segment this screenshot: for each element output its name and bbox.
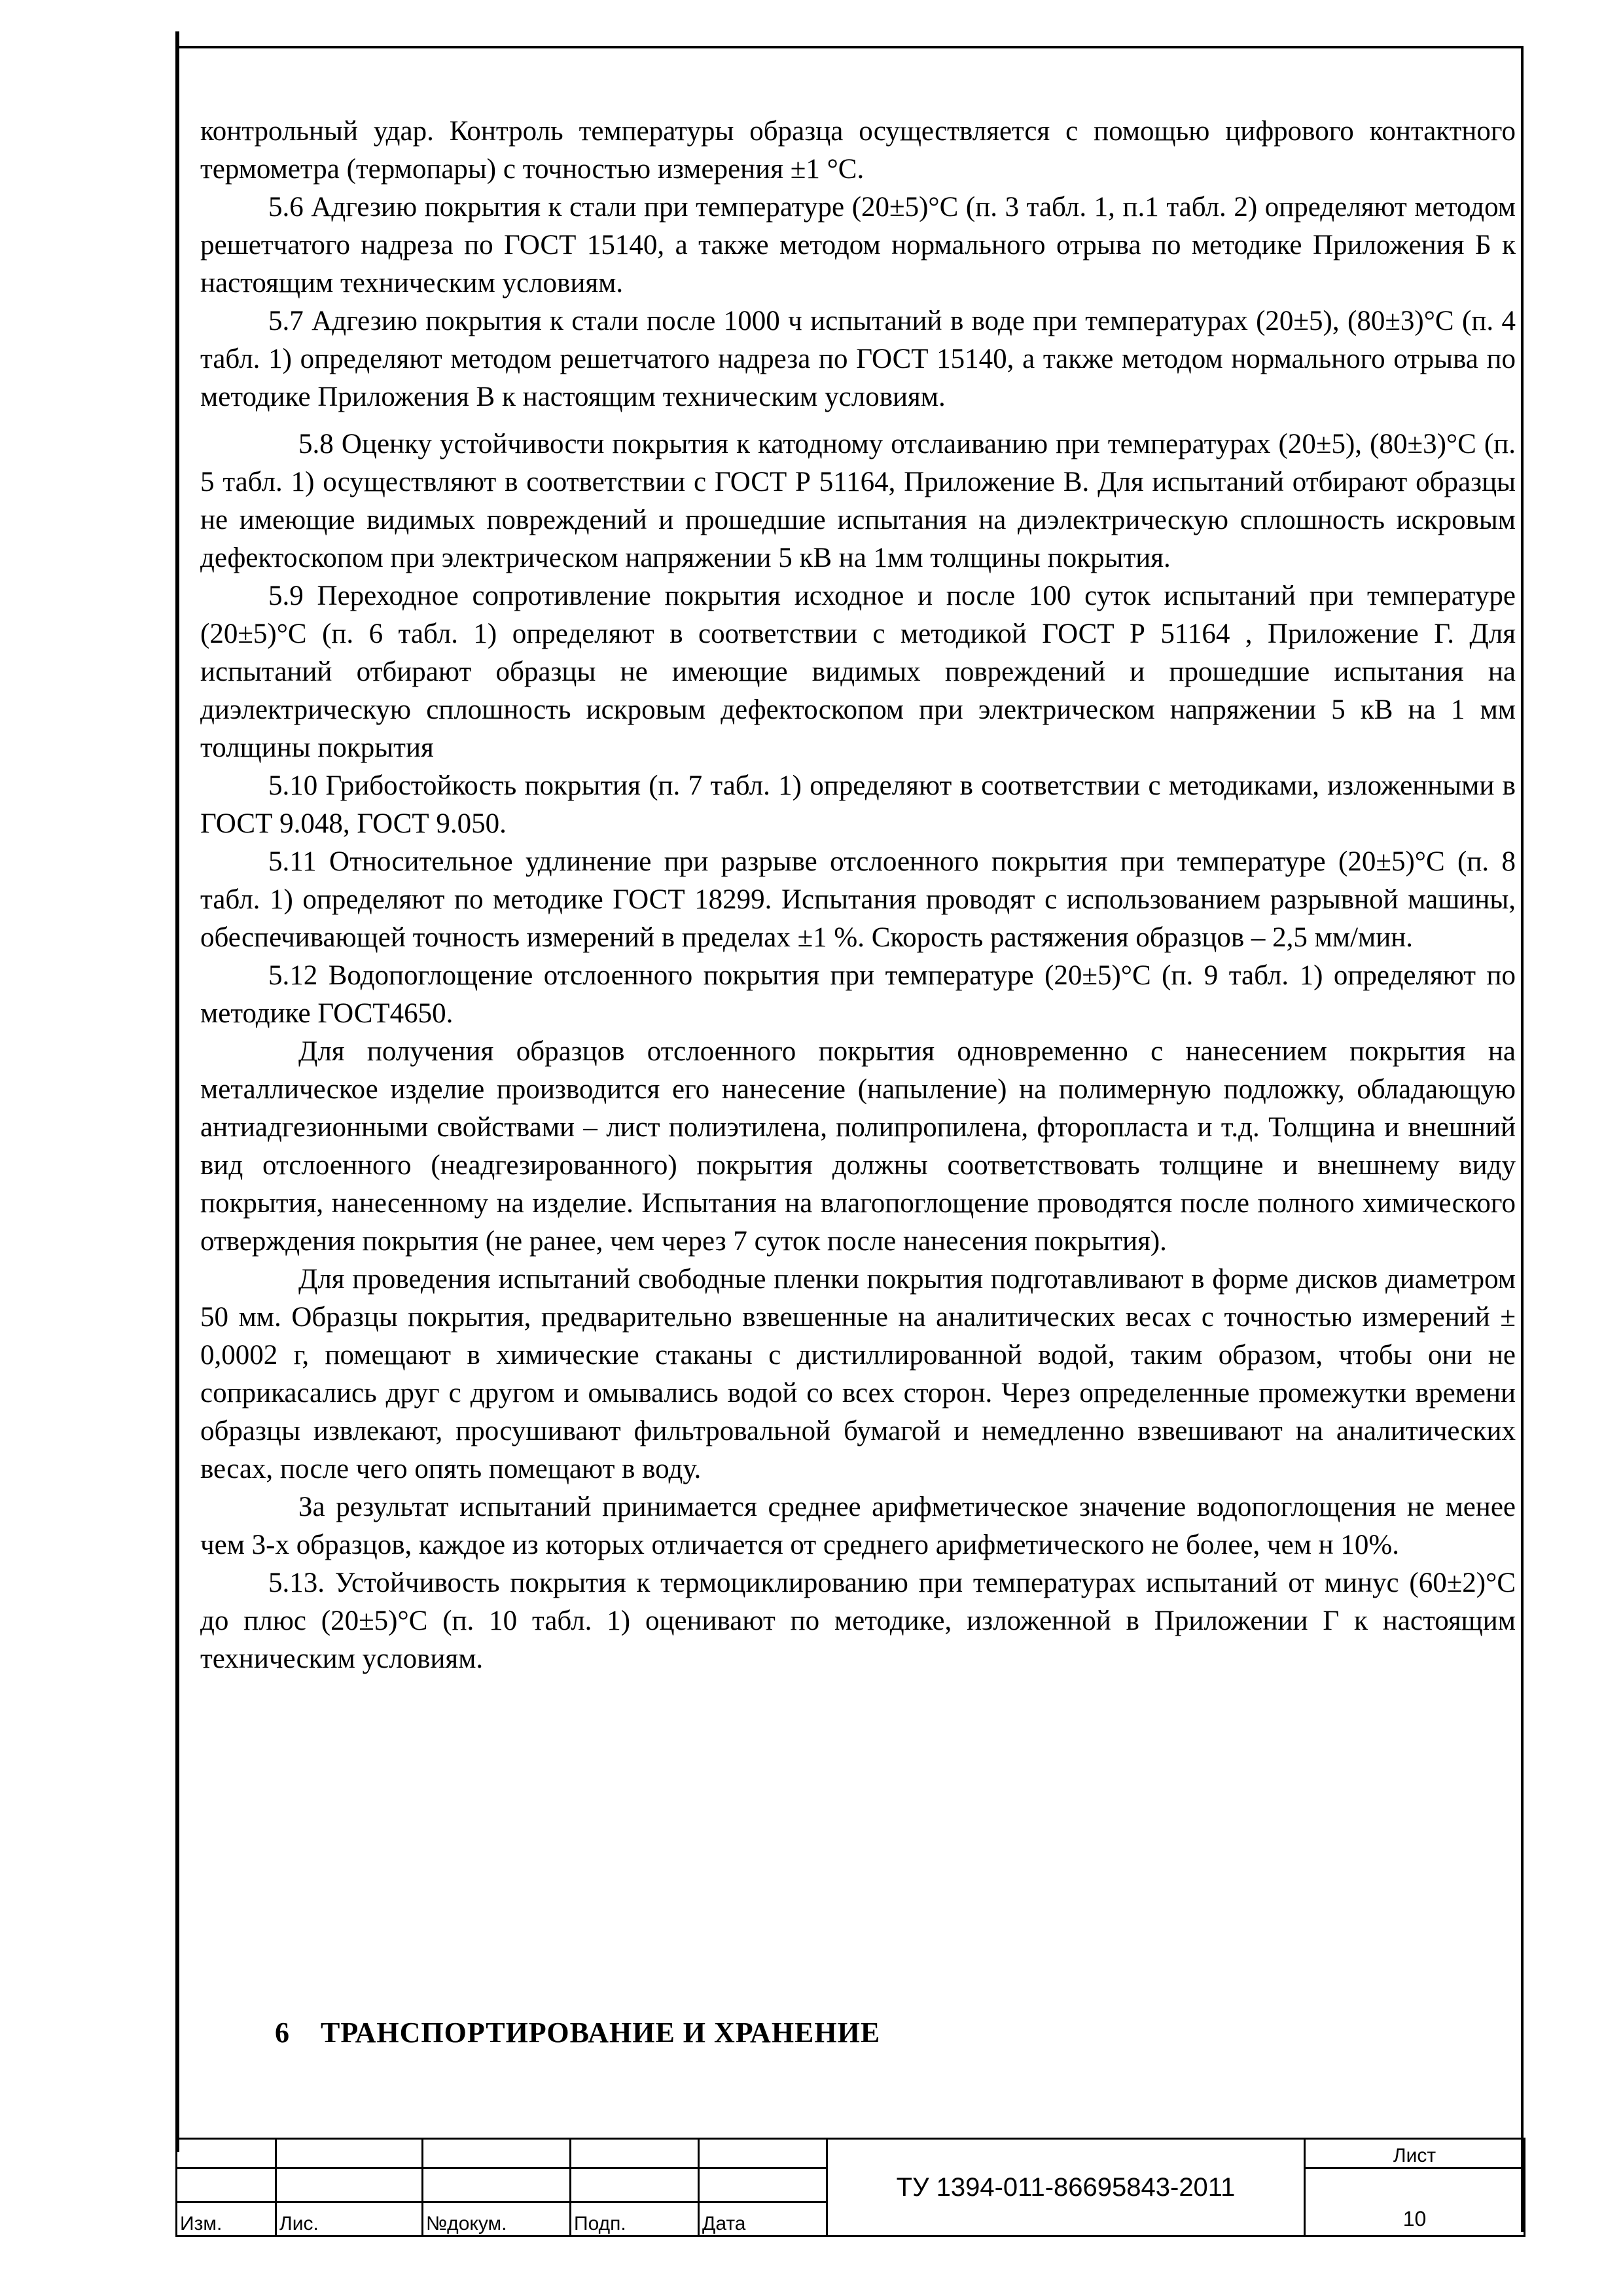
section-title-text: ТРАНСПОРТИРОВАНИЕ И ХРАНЕНИЕ <box>321 2017 881 2049</box>
paragraph-5-9: 5.9 Переходное сопротивление покрытия исходное и после 100 суток испытаний при температуре (20±5)°С (п. 6 табл. 1) определяют в соответствии с методикой ГОСТ Р 51164 , Приложение Г. Для испытаний отбирают образцы не имеющие видимых повреждений и прошедшие испытания на диэлектрическую сплошность искровым дефектоскопом при электрическом напряжении 5 кВ на 1 мм толщины покрытия <box>200 581 1516 763</box>
paragraph-test-procedure: Для проведения испытаний свободные пленки покрытия подготавливают в форме дисков диаметром 50 мм. Образцы покрытия, предварительно взвешенные на аналитических весах с точностью измерений ± 0,0002 г, помещают в химические стаканы с дистиллированной водой, таким образом, чтобы они не соприкасались друг с другом и омывались водой со всех сторон. Через определенные промежутки времени образцы извлекают, просушивают фильтровальной бумагой и немедленно взвешивают на аналитических весах, после чего опять помещают в воду. <box>200 1264 1516 1484</box>
column-izm: Изм. <box>177 2202 276 2236</box>
frame-right-border <box>1521 46 1524 2232</box>
paragraph-5-11: 5.11 Относительное удлинение при разрыве отслоенного покрытия при температуре (20±5)°С (п. 8 табл. 1) определяют по методике ГОСТ 18299. Испытания проводят с использованием разрывной машины, обеспечивающей точность измерений в пределах ±1 %. Скорость растяжения образцов – 2,5 мм/мин. <box>200 846 1516 953</box>
column-list: Лис. <box>276 2202 423 2236</box>
title-block-cell <box>571 2168 699 2202</box>
paragraph-sample-preparation: Для получения образцов отслоенного покрытия одновременно с нанесением покрытия на металлическое изделие производится его нанесение (напыление) на полимерную подложку, обладающую антиадгезионными свойствами – лист полиэтилена, полипропилена, фторопласта и т.д. Толщина и внешний вид отслоенного (неадгезированного) покрытия должны соответствовать толщине и внешнему виду покрытия, нанесенному на изделие. Испытания на влагопоглощение проводятся после полного химического отверждения покрытия (не ранее, чем через 7 суток после нанесения покрытия). <box>200 1036 1516 1257</box>
column-date: Дата <box>699 2202 827 2236</box>
paragraph-5-12: 5.12 Водопоглощение отслоенного покрытия при температуре (20±5)°С (п. 9 табл. 1) определяют по методике ГОСТ4650. <box>200 960 1516 1029</box>
document-code: ТУ 1394-011-86695843-2011 <box>827 2139 1305 2236</box>
title-block-cell <box>699 2139 827 2168</box>
title-block-cell <box>699 2168 827 2202</box>
paragraph-5-6: 5.6 Адгезию покрытия к стали при температуре (20±5)°С (п. 3 табл. 1, п.1 табл. 2) определяют методом решетчатого надреза по ГОСТ 15140, а также методом нормального отрыва по методике Приложения Б к настоящим техническим условиям. <box>200 192 1516 298</box>
title-block <box>175 2138 1524 2232</box>
sheet-number: 10 <box>1305 2168 1525 2236</box>
title-block-cell <box>177 2168 276 2202</box>
column-signature: Подп. <box>571 2202 699 2236</box>
sheet-label: Лист <box>1305 2139 1525 2168</box>
title-block-cell <box>423 2139 571 2168</box>
document-body <box>200 113 1516 1678</box>
section-number: 6 <box>275 2017 290 2049</box>
section-heading <box>275 2016 880 2049</box>
paragraph-continuation: контрольный удар. Контроль температуры образца осуществляется с помощью цифрового контактного термометра (термопары) с точностью измерения ±1 °С. <box>200 116 1516 185</box>
title-block-cell <box>276 2139 423 2168</box>
column-doc-number: №докум. <box>423 2202 571 2236</box>
title-block-cell <box>177 2139 276 2168</box>
paragraph-5-10: 5.10 Грибостойкость покрытия (п. 7 табл. 1) определяют в соответствии с методиками, изложенными в ГОСТ 9.048, ГОСТ 9.050. <box>200 770 1516 839</box>
title-block-cell <box>276 2168 423 2202</box>
frame-left-border <box>175 31 179 2152</box>
frame-top-border <box>175 46 1524 48</box>
paragraph-test-result: За результат испытаний принимается среднее арифметическое значение водопоглощения не менее чем 3-х образцов, каждое из которых отличается от среднего арифметического не более, чем н 10%. <box>200 1492 1516 1560</box>
paragraph-5-7: 5.7 Адгезию покрытия к стали после 1000 ч испытаний в воде при температурах (20±5), (80±3)°С (п. 4 табл. 1) определяют методом решетчатого надреза по ГОСТ 15140, а также методом нормального отрыва по методике Приложения В к настоящим техническим условиям. <box>200 306 1516 412</box>
title-block-cell <box>571 2139 699 2168</box>
paragraph-5-13: 5.13. Устойчивость покрытия к термоциклированию при температурах испытаний от минус (60±2)°С до плюс (20±5)°С (п. 10 табл. 1) оценивают по методике, изложенной в Приложении Г к настоящим техническим условиям. <box>200 1568 1516 1674</box>
paragraph-5-8: 5.8 Оценку устойчивости покрытия к катодному отслаиванию при температурах (20±5), (80±3)°С (п. 5 табл. 1) осуществляют в соответствии с ГОСТ Р 51164, Приложение В. Для испытаний отбирают образцы не имеющие видимых повреждений и прошедшие испытания на диэлектрическую сплошность искровым дефектоскопом при электрическом напряжении 5 кВ на 1мм толщины покрытия. <box>200 429 1516 573</box>
title-block-cell <box>423 2168 571 2202</box>
